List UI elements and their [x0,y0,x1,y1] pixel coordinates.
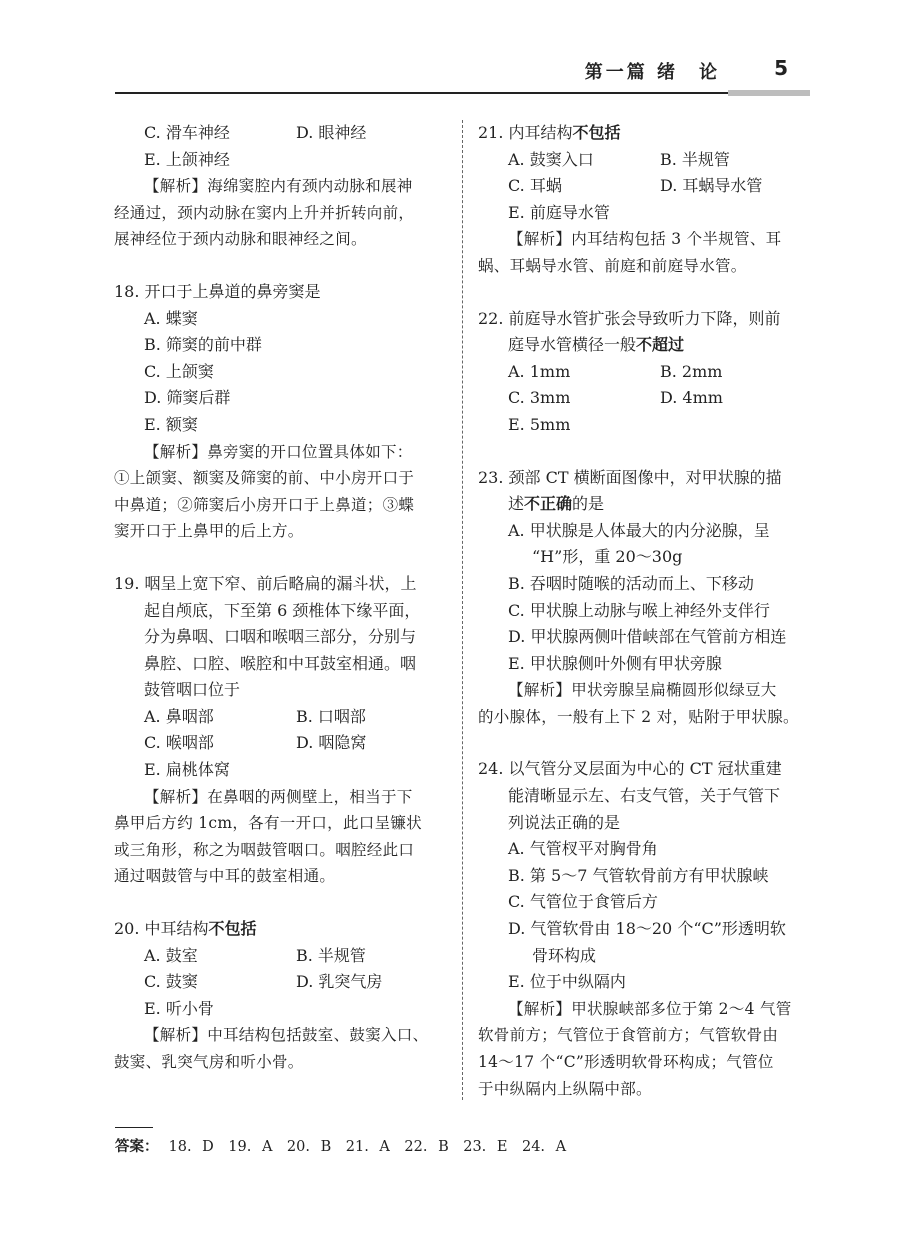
option-d: D. 咽隐窝 [296,733,367,753]
question-stem: 23. 颈部 CT 横断面图像中，对甲状腺的描 [478,467,782,487]
explain-line: 于中纵隔内上纵隔中部。 [478,1079,652,1098]
explanation [114,784,454,890]
explain-line: 通过咽鼓管与中耳的鼓室相通。 [114,867,336,886]
option-a: A. 气管杈平对胸骨角 [508,839,658,859]
options-row [478,385,813,412]
page-header [115,52,810,94]
stem-emphasis: 不包括 [208,919,257,939]
option-e: E. 位于中纵隔内 [508,972,626,992]
question-stem: 列说法正确的是 [508,812,621,832]
question-stem: 鼓管咽口位于 [144,680,241,700]
option-d-cont: 骨环构成 [532,945,597,965]
option-c: C. 喉咽部 [144,733,214,753]
option-c: C. 耳蜗 [508,176,562,196]
explain-line: 的小腺体，一般有上下 2 对，贴附于甲状腺。 [478,707,799,726]
option-d: D. 筛窦后群 [144,388,231,408]
option-a-cont: “H”形，重 20～30g [532,547,683,567]
explain-line: 软骨前方；气管位于食管前方；气管软骨由 [478,1026,779,1045]
question-stem: 19. 咽呈上宽下窄、前后略扁的漏斗状，上 [114,573,417,593]
question-stem [478,120,813,147]
stem-text: 20. 中耳结构 [114,919,209,939]
option-a: A. 鼓窦入口 [508,149,594,169]
explanation [114,1022,454,1075]
question-stem: 22. 前庭导水管扩张会导致听力下降，则前 [478,308,781,328]
option-c: C. 上颌窦 [144,361,214,381]
explain-line: 【解析】中耳结构包括鼓室、鼓窦入口、 [144,1026,429,1045]
explain-line: 【解析】在鼻咽的两侧壁上，相当于下 [144,787,413,806]
question-stem: 分为鼻咽、口咽和喉咽三部分，分别与 [144,627,417,647]
option-d: D. 耳蜗导水管 [660,176,763,196]
explain-line: 窦开口于上鼻甲的后上方。 [114,522,304,541]
question-24 [478,756,813,1102]
answer-label: 答案： [115,1139,159,1155]
explain-line: 展神经位于颈内动脉和眼神经之间。 [114,230,367,249]
options-row [478,359,813,386]
options-row [114,704,454,731]
stem-text: 21. 内耳结构 [478,123,573,142]
question-stem [478,332,813,359]
option-b: B. 第 5～7 气管软骨前方有甲状腺峡 [508,865,769,885]
option-b: B. 筛窦的前中群 [144,335,262,355]
option-b: B. 半规管 [296,945,366,965]
option-c: C. 甲状腺上动脉与喉上神经外支伴行 [508,600,770,620]
explain-line: ①上颌窦、额窦及筛窦的前、中小房开口于 [114,469,415,488]
question-stem: 能清晰显示左、右支气管，关于气管下 [508,786,781,806]
explain-line: 蜗、耳蜗导水管、前庭和前庭导水管。 [478,256,747,275]
option-b: B. 口咽部 [296,706,366,726]
explain-line: 【解析】甲状旁腺呈扁椭圆形似绿豆大 [508,681,777,700]
question-19 [114,571,454,890]
question-stem: 24. 以气管分叉层面为中心的 CT 冠状重建 [478,759,782,779]
option-e: E. 上颌神经 [144,149,230,169]
header-rule [115,92,730,94]
explain-line: 14～17 个“C”形透明软骨环构成；气管位 [478,1053,774,1071]
explanation [478,226,813,279]
right-column [478,120,813,1102]
stem-emphasis: 不超过 [636,335,685,355]
option-e: E. 扁桃体窝 [144,760,230,780]
question-stem [478,491,813,518]
answer-rule [115,1127,153,1128]
option-a: A. 甲状腺是人体最大的内分泌腺，呈 [508,520,770,540]
explanation [478,996,813,1102]
option-a: A. 1mm [508,361,571,381]
explain-line: 鼓窦、乳突气房和听小骨。 [114,1053,304,1071]
question-23 [478,465,813,731]
chapter-title: 第一篇 绪 论 [584,62,720,83]
explanation [114,439,454,545]
question-22 [478,306,813,439]
stem-text: 庭导水管横径一般 [508,335,637,355]
options-row [478,147,813,174]
option-d: D. 4mm [660,388,723,408]
option-c: C. 3mm [508,388,571,408]
option-d: D. 乳突气房 [296,972,383,992]
option-e: E. 听小骨 [144,998,214,1018]
column-divider [462,120,463,1100]
explanation [114,173,454,253]
explain-line: 中鼻道；②筛窦后小房开口于上鼻道；③蝶 [114,495,415,514]
option-d: D. 甲状腺两侧叶借峡部在气管前方相连 [508,627,787,647]
option-b: B. 吞咽时随喉的活动而上、下移动 [508,573,754,593]
option-c: C. 滑车神经 [144,123,230,142]
left-column [114,120,454,1076]
stem-text: 述 [508,494,525,514]
question-stem: 鼻腔、口腔、喉腔和中耳鼓室相通。咽 [144,653,417,673]
option-a: A. 鼓室 [144,945,198,965]
option-e: E. 前庭导水管 [508,202,610,222]
page-number: 5 [774,56,788,80]
options-row [478,173,813,200]
header-bar [728,90,810,96]
option-e: E. 额窦 [144,414,198,434]
options-row [114,969,454,996]
explain-line: 或三角形，称之为咽鼓管咽口。咽腔经此口 [114,840,415,859]
explain-line: 【解析】鼻旁窦的开口位置具体如下： [144,442,413,461]
explain-line: 【解析】海绵窦腔内有颈内动脉和展神 [144,177,413,196]
stem-text: 的是 [572,494,605,514]
option-d: D. 眼神经 [296,123,367,142]
option-b: B. 2mm [660,361,723,381]
explain-line: 【解析】内耳结构包括 3 个半规管、耳 [508,230,782,249]
stem-emphasis: 不包括 [572,123,621,142]
question-20 [114,916,454,1076]
option-c: C. 鼓窦 [144,972,198,992]
option-c: C. 气管位于食管后方 [508,892,658,912]
explain-line: 经通过，颈内动脉在窦内上升并折转向前， [114,203,415,222]
question-stem: 起自颅底，下至第 6 颈椎体下缘平面， [144,600,421,620]
options-row [114,730,454,757]
option-a: A. 鼻咽部 [144,706,214,726]
stem-emphasis: 不正确 [524,494,573,514]
explain-line: 【解析】甲状腺峡部多位于第 2～4 气管 [508,999,792,1018]
option-e: E. 甲状腺侧叶外侧有甲状旁腺 [508,653,722,673]
option-a: A. 蝶窦 [144,308,198,328]
question-18 [114,279,454,545]
options-row [114,943,454,970]
question-21 [478,120,813,280]
question-stem [114,916,454,943]
options-row [114,120,454,147]
explain-line: 鼻甲后方约 1cm，各有一开口，此口呈镰状 [114,814,422,833]
option-b: B. 半规管 [660,149,730,169]
question-17-tail [114,120,454,253]
answer-items: 18. D 19. A 20. B 21. A 22. B 23. E 24. A [168,1139,567,1155]
option-d: D. 气管软骨由 18～20 个“C”形透明软 [508,919,786,939]
answer-key [115,1135,566,1156]
explanation [478,677,813,730]
question-stem: 18. 开口于上鼻道的鼻旁窦是 [114,281,321,301]
option-e: E. 5mm [508,414,571,434]
